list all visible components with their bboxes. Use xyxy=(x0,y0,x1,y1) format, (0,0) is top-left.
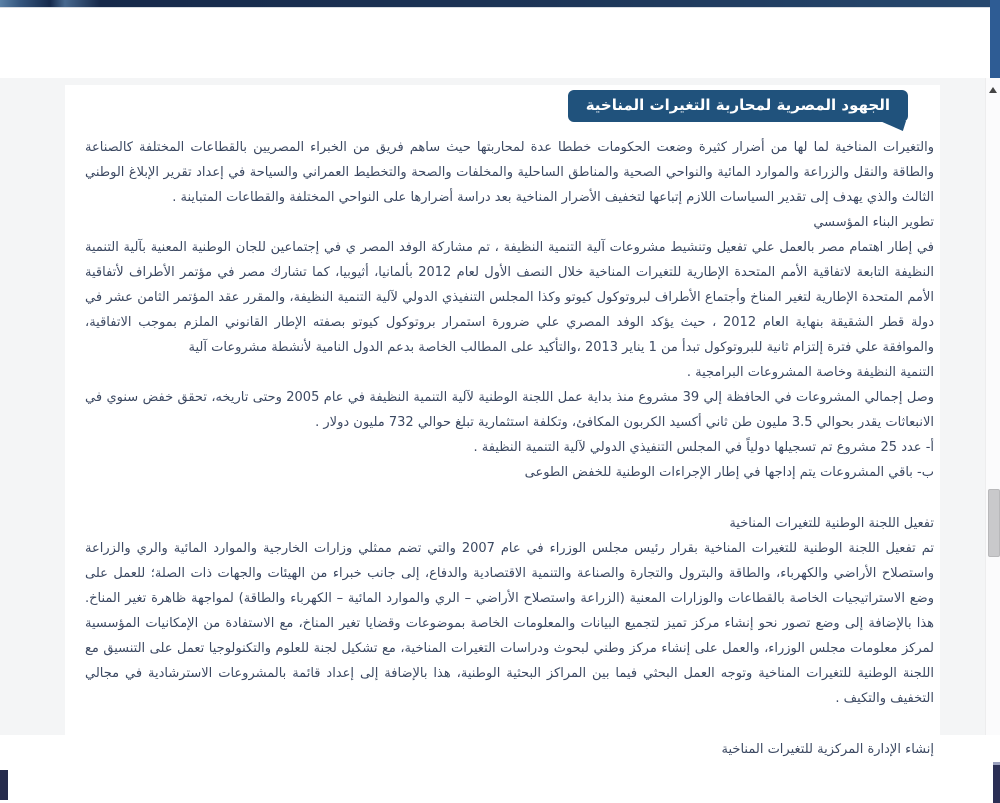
page-title: الجهود المصرية لمحاربة التغيرات المناخية xyxy=(585,96,890,114)
top-accent-bar xyxy=(0,0,1000,8)
section-title-banner xyxy=(568,90,908,122)
banner-tail xyxy=(880,121,906,131)
paragraph-cdm-participation: في إطار اهتمام مصر بالعمل علي تفعيل وتنشيط مشروعات آلية التنمية النظيفة ، تم مشاركة الوفد المصر ي في إجتماعين للجان الوطنية المعنية بآلية التنمية النظيفة التابعة لاتفاقية الأمم المتحدة الإطارية للتغيرات المناخية خلال النصف الأول لعام 2012 بألمانيا، أثيوبيا، كما تشارك مصر في مؤتمر الأطراف لأتفاقية الأمم المتحدة الإطارية لتغير المناخ وأجتماع الأطراف لبروتوكول كيوتو وكذا المجلس التنفيذي الدولي لآلية التنمية النظيفة، والمقرر عقد المؤتمر الثامن عشر في دولة قطر الشقيقة بنهاية العام 2012 ، حيث يؤكد الوفد المصري علي ضرورة استمرار بروتوكول كيوتو بصفته الإطار القانوني الملزم بموجب الاتفاقية، والموافقة علي فترة إلتزام ثانية للبروتوكول تبدأ من 1 يناير 2013 ،والتأكيد على المطالب الخاصة بدعم الدول النامية لأنشطة مشروعات آلية xyxy=(85,240,934,355)
scrollbar-thumb[interactable] xyxy=(988,489,1000,557)
list-item-b: ب- باقي المشروعات يتم إداجها في إطار الإجراءات الوطنية للخفض الطوعى xyxy=(524,465,934,480)
paragraph-committee-details: تم تفعيل اللجنة الوطنية للتغيرات المناخية بقرار رئيس مجلس الوزراء في عام 2007 والتي تضم ممثلي وزارات الخارجية والموارد المائية والري والزراعة واستصلاح الأراضي والكهرباء، والطاقة والبترول والتجارة والصناعة والتنمية الاقتصادية والدفاع، إلى جانب خبراء من الهيئات والجهات ذات الصلة؛ للعمل على وضع الاستراتيجيات الخاصة بالقطاعات والوزارات المعنية (الزراعة واستصلاح الأراضي – الري والموارد المائية – الكهرباء والطاقة) لمواجهة ظاهرة تغير المناخ. هذا بالإضافة إلى وضع تصور نحو إنشاء مركز تميز لتجميع البيانات والمعلومات الخاصة بموضوعات وقضايا تغير المناخ، مع الاستفادة من الإمكانيات المؤسسية لمركز معلومات مجلس الوزراء، والعمل على إنشاء مركز وطني لبحوث ودراسات التغيرات المناخية، مع تشكيل لجنة للعلوم والتكنولوجيا تعمل على التنسيق مع اللجنة الوطنية للتغيرات المناخية وتوجه العمل البحثي فيما بين المراكز البحثية الوطنية، هذا بالإضافة إلى إعداد قائمة بالمشروعات الاسترشادية في مجالي التخفيف والتكيف . xyxy=(85,541,934,706)
paragraph-intro: والتغيرات المناخية لما لها من أضرار كثيرة وضعت الحكومات خططا عدة لمحاربتها حيث ساهم فريق من الخبراء المصريين بالقطاعات المختلفة كالصناعة والطاقة والنقل والزراعة والموارد المائية والنواحي الصحية والمناطق الساحلية والمخلفات والصحة والتخطيط العمراني والسياحة في إعداد تقرير الإبلاغ الوطني الثالث والذي يهدف إلى تقدير السياسات اللازم إتباعها لتخفيف الأضرار المناخية بعد دراسة أضرارها على النواحي المختلفة والقطاعات المتباينة . xyxy=(85,140,934,205)
paragraph-projects-total: وصل إجمالي المشروعات في الحافظة إلي 39 مشروع منذ بداية عمل اللجنة الوطنية لآلية التنمية النظيفة في عام 2005 وحتى تاريخه، تحقق خفض سنوي في الانبعاثات يقدر بحوالي 3.5 مليون طن ثاني أكسيد الكربون المكافئ، وتكلفة استثمارية تبلغ حوالي 732 مليون دولار . xyxy=(85,390,934,430)
list-item-a: أ- عدد 25 مشروع تم تسجيلها دولياً في المجلس التنفيذي الدولي لآلية التنمية النظيفة . xyxy=(473,440,934,455)
document-page xyxy=(65,85,940,757)
heading-national-committee: تفعيل اللجنة الوطنية للتغيرات المناخية xyxy=(729,516,934,531)
vertical-scrollbar[interactable] xyxy=(985,78,1000,735)
line-clean-development: التنمية النظيفة وخاصة المشروعات البرامجية . xyxy=(686,365,934,380)
footer-right-edge xyxy=(993,762,1000,803)
scroll-up-arrow-icon[interactable] xyxy=(989,87,997,93)
document-body xyxy=(85,135,934,762)
header-right-accent xyxy=(990,0,1000,78)
heading-central-administration: إنشاء الإدارة المركزية للتغيرات المناخية xyxy=(721,742,934,757)
heading-institutional-build: تطوير البناء المؤسسي xyxy=(813,215,934,230)
footer-left-edge xyxy=(0,770,8,800)
